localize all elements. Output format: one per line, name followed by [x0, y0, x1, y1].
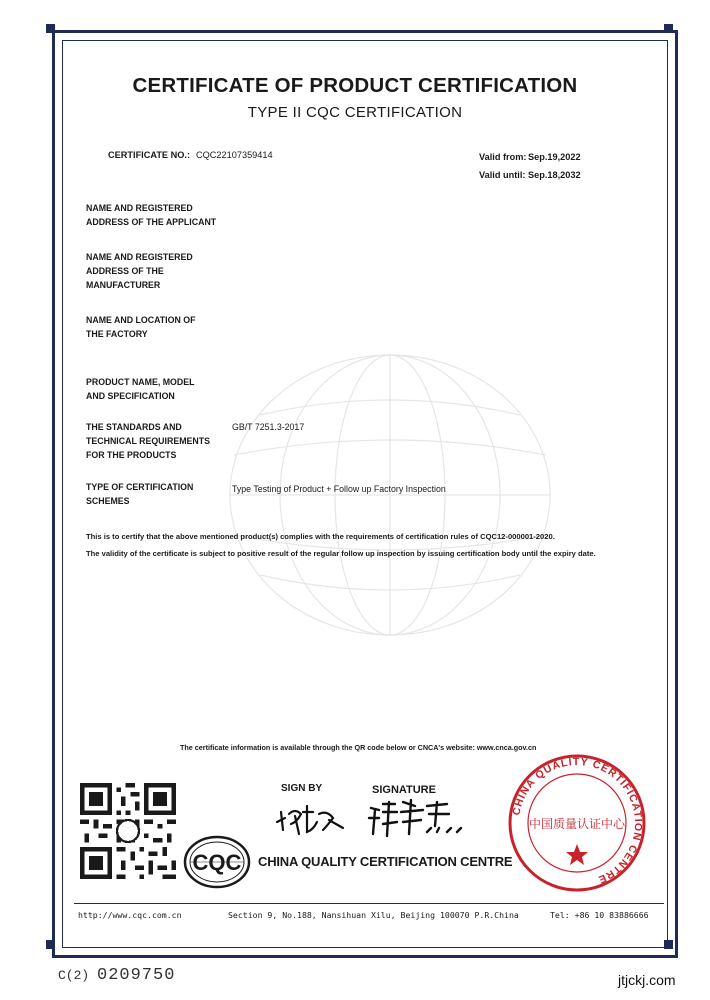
standards-label: THE STANDARDS AND TECHNICAL REQUIREMENTS FOR THE PRODUCTS — [86, 422, 210, 460]
valid-until-value: Sep.18,2032 — [528, 170, 581, 180]
scheme-label: TYPE OF CERTIFICATION SCHEMES — [86, 482, 194, 506]
svg-text:中国质量认证中心: 中国质量认证中心 — [528, 817, 626, 831]
serial-number: 0209750 — [97, 966, 176, 985]
valid-from-value: Sep.19,2022 — [528, 152, 581, 162]
site-watermark: jtjckj.com — [618, 972, 676, 988]
corner-ornament — [664, 940, 673, 949]
sign-by-label: SIGN BY — [281, 783, 323, 794]
issuer-name: CHINA QUALITY CERTIFICATION CENTRE — [258, 854, 513, 869]
footer-website[interactable]: http://www.cqc.com.cn — [78, 910, 182, 920]
corner-ornament — [46, 940, 55, 949]
svg-text:CHINA QUALITY CERTIFICATION CE: CHINA QUALITY CERTIFICATION CENTRE — [510, 755, 645, 886]
product-label: PRODUCT NAME, MODEL AND SPECIFICATION — [86, 377, 195, 401]
signature-handwriting — [365, 796, 465, 840]
cqc-logo-icon — [182, 834, 252, 890]
cert-no-value: CQC22107359414 — [196, 150, 273, 160]
sign-by-handwriting — [273, 800, 349, 840]
corner-ornament — [664, 24, 673, 33]
qr-note: The certificate information is available through the QR code below or CNCA's website: www.cnca.gov.cn — [180, 743, 537, 752]
applicant-label: NAME AND REGISTERED ADDRESS OF THE APPLICANT — [86, 203, 217, 227]
qr-code[interactable] — [80, 783, 176, 879]
manufacturer-label: NAME AND REGISTERED ADDRESS OF THE MANUFACTURER — [86, 252, 193, 290]
valid-until-label: Valid until: — [479, 170, 526, 180]
valid-from-label: Valid from: — [479, 152, 527, 162]
factory-label: NAME AND LOCATION OF THE FACTORY — [86, 315, 196, 339]
certificate-title: CERTIFICATE OF PRODUCT CERTIFICATION — [132, 74, 578, 97]
serial-prefix: C(2) — [58, 968, 90, 983]
signature-label: SIGNATURE — [372, 784, 436, 796]
footer-tel: Tel: +86 10 83886666 — [550, 910, 649, 920]
certificate-subtitle: TYPE II CQC CERTIFICATION — [247, 104, 463, 121]
validity-statement: The validity of the certificate is subject to positive result of the regular follow up inspection by issuing certification body until the expiry date. — [86, 549, 596, 558]
footer-address: Section 9, No.188, Nansihuan Xilu, Beijing 100070 P.R.China — [228, 910, 519, 920]
standards-value: GB/T 7251.3-2017 — [232, 422, 305, 432]
official-seal-stamp — [506, 752, 648, 894]
corner-ornament — [46, 24, 55, 33]
cert-no-label: CERTIFICATE NO.: — [108, 150, 191, 160]
certify-statement: This is to certify that the above mentioned product(s) complies with the requirements of certification rules of CQC12-000001-2020. — [86, 532, 555, 541]
svg-text:CQC: CQC — [192, 850, 242, 875]
scheme-value: Type Testing of Product + Follow up Factory Inspection — [232, 484, 446, 494]
footer-divider — [74, 903, 664, 904]
